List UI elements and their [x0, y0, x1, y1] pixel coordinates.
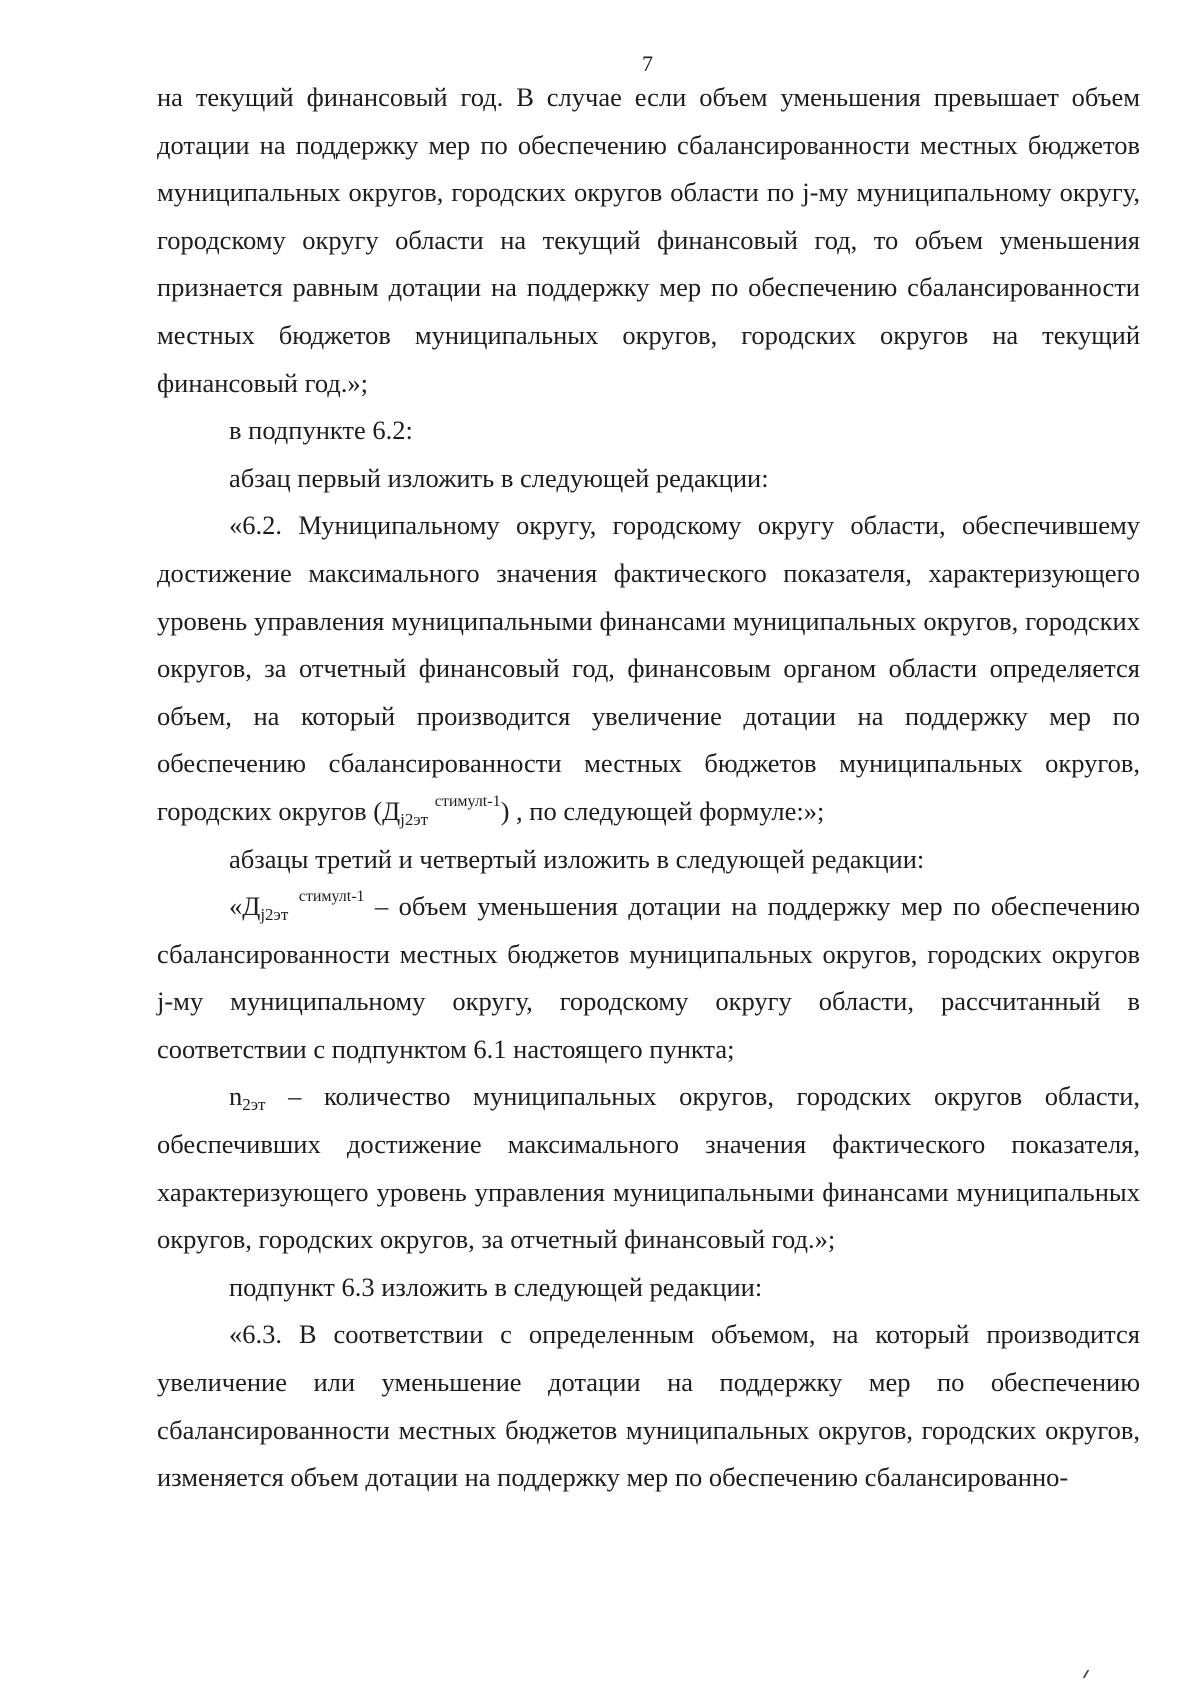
paragraph-6-text: – объем уменьшения дотации на поддержку мер по обеспечению сбалансированности местных бюджетов муниципальных округов, городских округов j-му муниципальному округу, городскому округу области, рассчитанный в соответствии с подпунктом 6.1 настоящего пункта;	[157, 891, 1140, 1064]
paragraph-7	[157, 1073, 1140, 1263]
paragraph-4-tail: ) , по следующей формуле:»;	[500, 795, 825, 826]
paragraph-6	[157, 883, 1140, 1073]
paragraph-2: в подпункте 6.2:	[229, 415, 413, 446]
paragraph-5: абзацы третий и четвертый изложить в следующей редакции:	[229, 843, 925, 874]
page-number: 7	[642, 51, 653, 76]
formula-symbol: Д	[382, 795, 401, 826]
paragraph-8: подпункт 6.3 изложить в следующей редакции:	[229, 1271, 763, 1302]
paragraph-3: абзац первый изложить в следующей редакции:	[229, 462, 769, 493]
paragraph-4	[157, 502, 1140, 835]
n-subscript: 2эт	[242, 1095, 266, 1115]
paragraph-1: на текущий финансовый год. В случае если объем уменьшения превышает объем дотации на поддержку мер по обеспечению сбалансированности местных бюджетов муниципальных округов, городских округов области по j-му муниципальному округу, городскому округу области на текущий финансовый год, то объем уменьшения признается равным дотации на поддержку мер по обеспечению сбалансированности местных бюджетов муниципальных округов, городских округов на текущий финансовый год.»;	[157, 82, 1140, 398]
paragraph-9: «6.3. В соответствии с определенным объемом, на который производится увеличение или уменьшение дотации на поддержку мер по обеспечению сбалансированности местных бюджетов муниципальных округов, городских округов, изменяется объем дотации на поддержку мер по обеспечению сбалансированно-	[157, 1319, 1140, 1493]
open-quote: «	[229, 891, 243, 922]
paragraph-4-text: «6.2. Муниципальному округу, городскому округу области, обеспечившему достижение максимального значения фактического показателя, характеризующего уровень управления муниципальными финансами муниципальных округов, городских округов, за отчетный финансовый год, финансовым органом области определяется объем, на который производится увеличение дотации на поддержку мер по обеспечению сбалансированности местных бюджетов муниципальных округов, городских округов (	[157, 510, 1140, 826]
formula-subscript: j2эт	[400, 809, 429, 829]
document-body	[157, 74, 1140, 1502]
formula-superscript-2: стимулt-1	[298, 888, 365, 906]
n-symbol: n	[229, 1081, 243, 1112]
scan-corner-mark	[1083, 1670, 1102, 1678]
formula-subscript-2: j2эт	[260, 905, 289, 925]
paragraph-7-text: – количество муниципальных округов, городских округов области, обеспечивших достижение максимального значения фактического показателя, характеризующего уровень управления муниципальными финансами муниципальных округов, городских округов, за отчетный финансовый год.»;	[157, 1081, 1140, 1255]
formula-symbol-2: Д	[242, 891, 261, 922]
formula-superscript: стимулt-1	[434, 792, 501, 810]
